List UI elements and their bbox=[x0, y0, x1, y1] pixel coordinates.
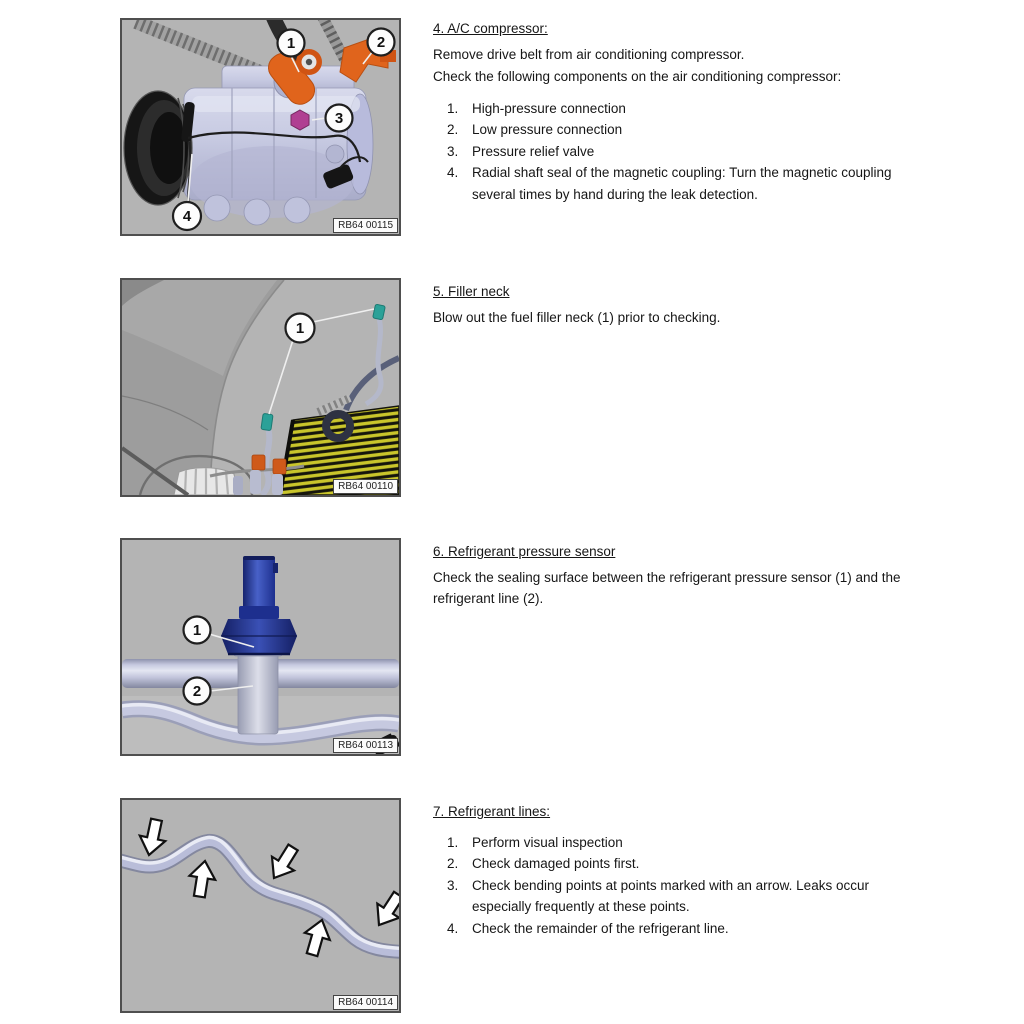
refrigerant-lines-illustration bbox=[122, 800, 399, 1011]
svg-text:4: 4 bbox=[182, 208, 192, 225]
svg-text:1: 1 bbox=[192, 622, 202, 639]
figure-filler-neck bbox=[120, 278, 401, 497]
paragraph: Check the following components on the air conditioning compressor: bbox=[433, 69, 842, 84]
svg-text:2: 2 bbox=[376, 34, 386, 51]
figure-ac-compressor bbox=[120, 18, 401, 236]
figure-code-label: RB64 00113 bbox=[333, 738, 398, 753]
figure-code-label: RB64 00110 bbox=[333, 479, 398, 494]
callout-3 bbox=[326, 105, 353, 132]
inspection-list bbox=[433, 832, 1021, 939]
list-item: 4. Radial shaft seal of the magnetic coupling: Turn the magnetic coupling several times by hand during the leak detection. bbox=[447, 165, 892, 202]
section-heading: 5. Filler neck bbox=[433, 284, 510, 299]
refrigerant-line-pipe bbox=[122, 837, 399, 952]
section-heading: 7. Refrigerant lines: bbox=[433, 804, 551, 819]
paragraph: Blow out the fuel filler neck (1) prior to checking. bbox=[433, 310, 721, 325]
component-list bbox=[433, 98, 1021, 205]
figure-pressure-sensor bbox=[120, 538, 401, 756]
filler-neck-illustration bbox=[122, 280, 399, 495]
callout-2 bbox=[184, 678, 211, 705]
callout-1 bbox=[286, 314, 315, 343]
svg-text:1: 1 bbox=[286, 35, 296, 52]
arrow-down-icon bbox=[368, 888, 399, 932]
svg-text:2: 2 bbox=[192, 683, 202, 700]
ac-compressor-illustration bbox=[122, 20, 399, 234]
section-refrigerant-lines bbox=[433, 803, 1021, 939]
section-ac-compressor bbox=[433, 20, 1021, 205]
list-item: 2. Low pressure connection bbox=[447, 122, 623, 138]
refrigerant-pressure-sensor bbox=[221, 556, 297, 654]
list-item: 2. Check damaged points first. bbox=[447, 856, 640, 872]
list-item: 3. Pressure relief valve bbox=[447, 143, 595, 159]
svg-text:3: 3 bbox=[334, 110, 344, 127]
pressure-relief-valve bbox=[291, 110, 309, 130]
list-item: 3. Check bending points at points marked with an arrow. Leaks occur especially frequently at these points. bbox=[447, 877, 869, 915]
section-heading: 6. Refrigerant pressure sensor bbox=[433, 544, 616, 559]
callout-4 bbox=[173, 202, 201, 230]
arrow-down-icon bbox=[263, 841, 304, 885]
sensor-port-fitting bbox=[234, 644, 282, 734]
list-item: 4. Check the remainder of the refrigerant line. bbox=[447, 920, 729, 936]
figure-refrigerant-lines bbox=[120, 798, 401, 1013]
leader-line bbox=[269, 340, 293, 414]
arrow-down-icon bbox=[136, 817, 169, 858]
list-item: 1. High-pressure connection bbox=[447, 101, 626, 116]
section-filler-neck bbox=[433, 283, 1021, 329]
pressure-sensor-illustration bbox=[122, 540, 399, 754]
leader-line bbox=[313, 309, 374, 322]
callout-1 bbox=[184, 617, 211, 644]
callout-2 bbox=[368, 29, 395, 56]
section-pressure-sensor bbox=[433, 543, 1021, 610]
paragraph: Remove drive belt from air conditioning compressor. bbox=[433, 47, 745, 62]
paragraph: Check the sealing surface between the refrigerant pressure sensor (1) and the refrigerant line (2). bbox=[433, 570, 901, 606]
magnetic-coupling-pulley bbox=[124, 91, 192, 205]
figure-code-label: RB64 00115 bbox=[333, 218, 398, 233]
svg-text:1: 1 bbox=[295, 320, 305, 337]
figure-code-label: RB64 00114 bbox=[333, 995, 398, 1010]
list-item: 1. Perform visual inspection bbox=[447, 835, 623, 850]
arrow-up-icon bbox=[187, 859, 218, 899]
callout-1 bbox=[278, 30, 305, 57]
compressor-body bbox=[184, 66, 373, 225]
section-heading: 4. A/C compressor: bbox=[433, 21, 548, 36]
service-fittings bbox=[233, 455, 286, 495]
